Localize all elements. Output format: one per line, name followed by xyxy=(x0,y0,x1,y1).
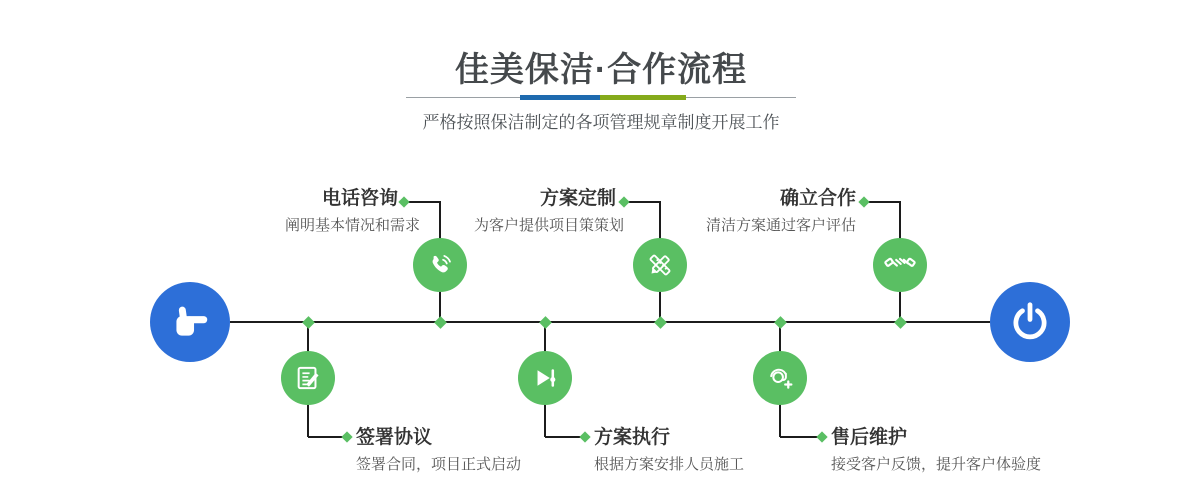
step-desc: 为客户提供项目策策划 xyxy=(473,217,624,234)
timeline-line xyxy=(230,321,990,323)
step-title: 方案执行 xyxy=(594,427,671,448)
step-phone-consult xyxy=(284,187,420,236)
label-diamond xyxy=(858,196,869,207)
page-subtitle: 严格按照保洁制定的各项管理规章制度开展工作 xyxy=(422,113,780,132)
timeline-node-diamond xyxy=(654,316,667,329)
label-diamond xyxy=(341,431,352,442)
timeline-node-diamond xyxy=(539,316,552,329)
step-circle-sign xyxy=(281,351,335,405)
step-title: 电话咨询 xyxy=(321,188,398,209)
label-diamond xyxy=(816,431,827,442)
label-diamond xyxy=(618,196,629,207)
step-circle-exec xyxy=(518,351,572,405)
timeline-node-diamond xyxy=(894,316,907,329)
page-title: 佳美保洁·合作流程 xyxy=(454,51,748,89)
step-circle-after xyxy=(753,351,807,405)
power-icon xyxy=(1008,300,1052,344)
step-circle-coop xyxy=(873,238,927,292)
pencil-ruler-icon xyxy=(644,249,676,281)
play-slider-icon xyxy=(529,362,561,394)
handshake-icon xyxy=(883,248,917,282)
document-pen-icon xyxy=(292,362,324,394)
divider-green-segment xyxy=(600,95,686,100)
step-title: 确立合作 xyxy=(779,188,856,209)
start-node xyxy=(150,282,230,362)
step-desc: 根据方案安排人员施工 xyxy=(594,456,745,473)
step-desc: 签署合同，项目正式启动 xyxy=(356,456,522,473)
step-title: 售后维护 xyxy=(831,427,908,448)
step-sign-agreement xyxy=(356,426,521,475)
pointing-hand-icon xyxy=(168,300,212,344)
headset-plus-icon xyxy=(764,362,796,394)
step-plan-custom xyxy=(473,187,624,236)
timeline-node-diamond xyxy=(302,316,315,329)
step-title: 签署协议 xyxy=(356,427,433,448)
label-diamond xyxy=(579,431,590,442)
step-circle-plan xyxy=(633,238,687,292)
timeline-node-diamond xyxy=(434,316,447,329)
step-desc: 清洁方案通过客户评估 xyxy=(705,217,856,234)
step-title: 方案定制 xyxy=(539,188,616,209)
step-desc: 接受客户反馈，提升客户体验度 xyxy=(831,456,1042,473)
step-desc: 阐明基本情况和需求 xyxy=(284,217,420,234)
step-after-sales xyxy=(831,426,1041,475)
label-diamond xyxy=(398,196,409,207)
step-plan-execute xyxy=(594,426,744,475)
timeline-node-diamond xyxy=(774,316,787,329)
end-node xyxy=(990,282,1070,362)
step-circle-phone xyxy=(413,238,467,292)
divider-blue-segment xyxy=(520,95,600,100)
title-divider xyxy=(406,95,796,100)
step-establish-coop xyxy=(706,187,856,236)
phone-icon xyxy=(424,249,456,281)
